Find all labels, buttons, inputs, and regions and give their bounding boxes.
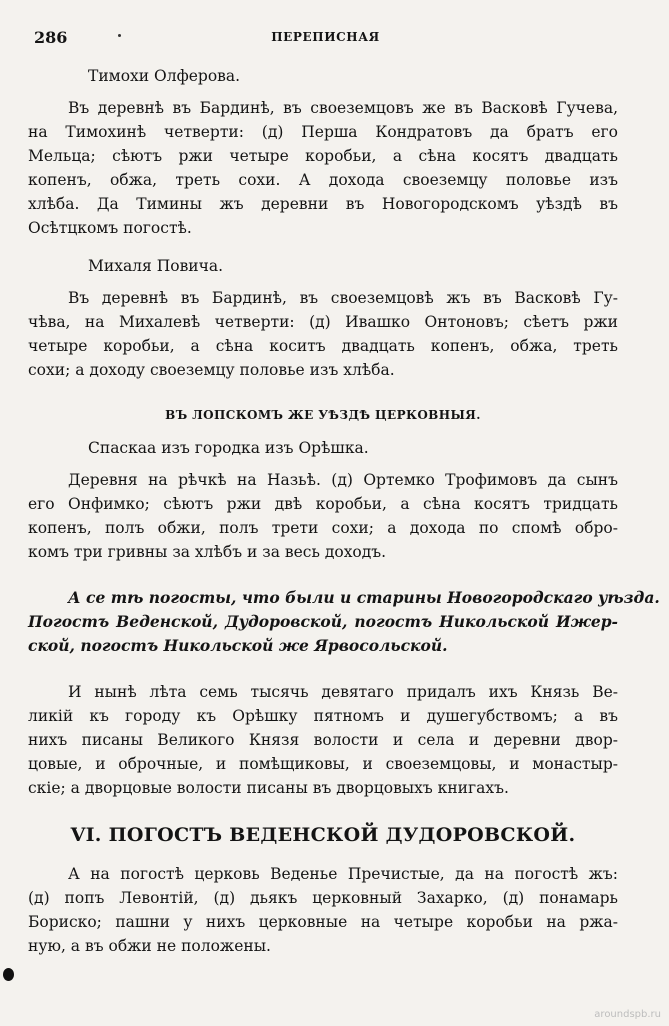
section-heading-small: ВЪ ЛОПСКОМЪ ЖЕ УѢЗДѢ ЦЕРКОВНЫЯ. xyxy=(165,408,481,422)
text-line: на Тимохинѣ четверти: (д) Перша Кондратовъ да братъ его xyxy=(28,123,618,141)
text-line: нихъ писаны Великого Князя волости и села и деревни двор- xyxy=(28,731,618,749)
text-line: сохи; а доходу своеземцу половье изъ хлѣба. xyxy=(28,361,395,379)
text-line: четыре коробьи, а сѣна коситъ двадцать копенъ, обжа, треть xyxy=(28,337,618,355)
entry-heading: Михаля Повича. xyxy=(88,257,224,275)
text-line: комъ три гривны за хлѣбъ и за весь доходъ. xyxy=(28,543,387,561)
entry-heading: Тимохи Олферова. xyxy=(88,67,241,85)
text-line: хлѣба. Да Тимины жъ деревни въ Новогородскомъ уѣздѣ въ xyxy=(28,195,618,213)
text-line: копенъ, полъ обжи, полъ трети сохи; а дохода по спомѣ обро- xyxy=(28,519,618,537)
paragraph xyxy=(28,96,618,240)
text-line: А се тѣ погосты, что были и старины Новогородскаго уѣзда. xyxy=(68,588,660,607)
paragraph xyxy=(28,862,618,958)
text-line: скіе; а дворцовые волости писаны въ дворцовыхъ книгахъ. xyxy=(28,779,509,797)
text-line: Въ деревнѣ въ Бардинѣ, въ своеземцовъ же въ Васковѣ Гучева, xyxy=(68,99,618,117)
text-line: чѣва, на Михалевѣ четверти: (д) Ивашко Онтоновъ; сѣетъ ржи xyxy=(28,313,618,331)
ink-blot xyxy=(3,968,14,981)
running-title: ПЕРЕПИСНАЯ xyxy=(271,30,380,44)
section-heading: VI. ПОГОСТЪ ВЕДЕНСКОЙ ДУДОРОВСКОЙ. xyxy=(70,824,576,846)
text-line: ской, погостъ Никольской же Ярвосольской. xyxy=(28,636,448,655)
paragraph xyxy=(28,680,618,800)
text-line: Деревня на рѣчкѣ на Назьѣ. (д) Ортемко Трофимовъ да сынъ xyxy=(68,471,618,489)
text-line: (д) попъ Левонтій, (д) дьякъ церковный Захарко, (д) понамарь xyxy=(28,889,618,907)
text-line: А на погостѣ церковь Веденье Пречистые, да на погостѣ жъ: xyxy=(68,865,618,883)
text-line: И нынѣ лѣта семь тысячь девятаго придалъ ихъ Князь Ве- xyxy=(68,683,618,701)
text-line: Погостъ Веденской, Дудоровской, погостъ Никольской Ижер- xyxy=(28,612,618,631)
text-line: ликій къ городу къ Орѣшку пятномъ и душегубствомъ; а въ xyxy=(28,707,618,725)
text-line: Осѣтцкомъ погостѣ. xyxy=(28,219,192,237)
paragraph xyxy=(28,468,618,564)
entry-heading: Спаскаа изъ городка изъ Орѣшка. xyxy=(88,439,369,457)
running-header xyxy=(22,24,629,48)
page-body xyxy=(28,58,660,958)
paragraph xyxy=(28,286,618,382)
bold-italic-paragraph xyxy=(28,586,660,658)
text-line: копенъ, обжа, треть сохи. А дохода своеземцу половье изъ xyxy=(28,171,618,189)
text-line: Бориско; пашни у нихъ церковные на четыре коробьи на ржа- xyxy=(28,913,618,931)
page-number: 286 xyxy=(34,28,68,47)
text-line: ную, а въ обжи не положены. xyxy=(28,937,271,955)
text-line: цовые, и оброчные, и помѣщиковы, и своеземцовы, и монастыр- xyxy=(28,755,618,773)
text-line: Мельца; сѣютъ ржи четыре коробьи, а сѣна косятъ двадцать xyxy=(28,147,618,165)
text-line: Въ деревнѣ въ Бардинѣ, въ своеземцовѣ жъ въ Васковѣ Гу- xyxy=(68,289,618,307)
watermark: aroundspb.ru xyxy=(594,1009,661,1020)
text-line: его Онфимко; сѣютъ ржи двѣ коробьи, а сѣна косятъ тридцать xyxy=(28,495,618,513)
